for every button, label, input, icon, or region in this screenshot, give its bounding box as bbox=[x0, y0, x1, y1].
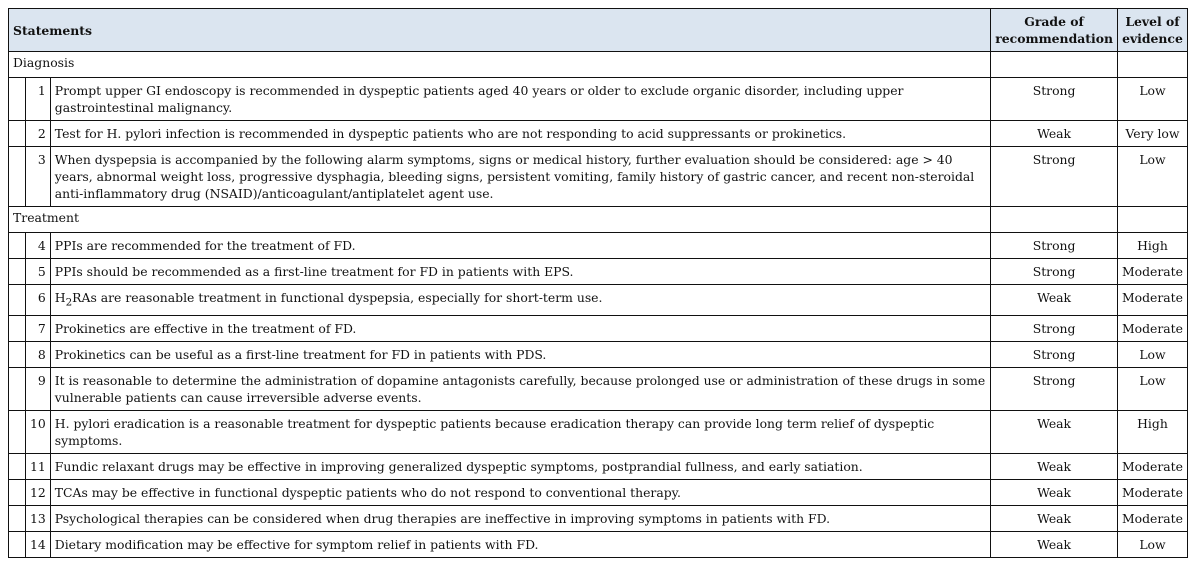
level-value: Moderate bbox=[1117, 506, 1187, 532]
table-row bbox=[9, 411, 1188, 454]
table-row bbox=[9, 78, 1188, 121]
level-value: Moderate bbox=[1117, 480, 1187, 506]
grade-value: Weak bbox=[991, 285, 1118, 316]
statement-text: Dietary modification may be effective for symptom relief in patients with FD. bbox=[50, 532, 990, 558]
table-row bbox=[9, 342, 1188, 368]
grade-value: Strong bbox=[991, 147, 1118, 207]
indent-cell bbox=[9, 285, 26, 316]
header-level: Level of evidence bbox=[1117, 9, 1187, 52]
table-row bbox=[9, 532, 1188, 558]
statement-number: 5 bbox=[26, 259, 51, 285]
statement-text-rest: RAs are reasonable treatment in functional dyspepsia, especially for short-term use. bbox=[72, 290, 603, 305]
section-empty-cell bbox=[991, 52, 1118, 78]
statement-number: 10 bbox=[26, 411, 51, 454]
indent-cell bbox=[9, 233, 26, 259]
indent-cell bbox=[9, 368, 26, 411]
statement-text: Prokinetics can be useful as a first-line treatment for FD in patients with PDS. bbox=[50, 342, 990, 368]
grade-value: Strong bbox=[991, 259, 1118, 285]
level-value: Low bbox=[1117, 78, 1187, 121]
table-row bbox=[9, 480, 1188, 506]
statement-number: 8 bbox=[26, 342, 51, 368]
indent-cell bbox=[9, 454, 26, 480]
grade-value: Weak bbox=[991, 532, 1118, 558]
statement-text: Prokinetics are effective in the treatment of FD. bbox=[50, 316, 990, 342]
statement-number: 3 bbox=[26, 147, 51, 207]
grade-value: Strong bbox=[991, 342, 1118, 368]
grade-value: Weak bbox=[991, 121, 1118, 147]
statement-text: Fundic relaxant drugs may be effective in improving generalized dyspeptic symptoms, postprandial fullness, and early satiation. bbox=[50, 454, 990, 480]
level-value: Moderate bbox=[1117, 285, 1187, 316]
section-title: Treatment bbox=[9, 207, 991, 233]
grade-value: Weak bbox=[991, 454, 1118, 480]
statement-text-subscript: 2 bbox=[65, 296, 73, 309]
statement-text: When dyspepsia is accompanied by the following alarm symptoms, signs or medical history, further evaluation should be considered: age > 40 years, abnormal weight loss, progressive dysphagia, bleeding signs, persistent vomiting, family history of gastric cancer, and recent non-steroidal anti-inflammatory drug (NSAID)/anticoagulant/antiplatelet agent use. bbox=[50, 147, 990, 207]
indent-cell bbox=[9, 532, 26, 558]
statement-number: 6 bbox=[26, 285, 51, 316]
statement-text-prefix: H bbox=[54, 290, 66, 305]
section-title: Diagnosis bbox=[9, 52, 991, 78]
grade-value: Weak bbox=[991, 411, 1118, 454]
section-empty-cell bbox=[1117, 207, 1187, 233]
header-statements: Statements bbox=[9, 9, 991, 52]
statement-number: 14 bbox=[26, 532, 51, 558]
statement-text: It is reasonable to determine the administration of dopamine antagonists carefully, because prolonged use or administration of these drugs in some vulnerable patients can cause irreversible adverse events. bbox=[50, 368, 990, 411]
statement-text: TCAs may be effective in functional dyspeptic patients who do not respond to conventional therapy. bbox=[50, 480, 990, 506]
table-row bbox=[9, 454, 1188, 480]
statement-number: 4 bbox=[26, 233, 51, 259]
level-value: Very low bbox=[1117, 121, 1187, 147]
statement-number: 12 bbox=[26, 480, 51, 506]
header-grade: Grade of recommendation bbox=[991, 9, 1118, 52]
indent-cell bbox=[9, 411, 26, 454]
level-value: Moderate bbox=[1117, 259, 1187, 285]
level-value: Low bbox=[1117, 147, 1187, 207]
statement-text: H. pylori eradication is a reasonable treatment for dyspeptic patients because eradication therapy can provide long term relief of dyspeptic symptoms. bbox=[50, 411, 990, 454]
level-value: Low bbox=[1117, 342, 1187, 368]
indent-cell bbox=[9, 480, 26, 506]
statement-number: 13 bbox=[26, 506, 51, 532]
statement-number: 2 bbox=[26, 121, 51, 147]
table-header-row bbox=[9, 9, 1188, 52]
statement-text: PPIs are recommended for the treatment of FD. bbox=[50, 233, 990, 259]
section-row-treatment bbox=[9, 207, 1188, 233]
section-row-diagnosis bbox=[9, 52, 1188, 78]
section-empty-cell bbox=[991, 207, 1118, 233]
statement-number: 9 bbox=[26, 368, 51, 411]
section-empty-cell bbox=[1117, 52, 1187, 78]
level-value: Moderate bbox=[1117, 454, 1187, 480]
indent-cell bbox=[9, 316, 26, 342]
indent-cell bbox=[9, 147, 26, 207]
statement-text bbox=[50, 285, 990, 316]
statement-number: 1 bbox=[26, 78, 51, 121]
grade-value: Weak bbox=[991, 480, 1118, 506]
table-row bbox=[9, 316, 1188, 342]
indent-cell bbox=[9, 121, 26, 147]
recommendations-table bbox=[8, 8, 1188, 558]
indent-cell bbox=[9, 78, 26, 121]
table-row bbox=[9, 368, 1188, 411]
grade-value: Strong bbox=[991, 233, 1118, 259]
level-value: High bbox=[1117, 411, 1187, 454]
table-row bbox=[9, 259, 1188, 285]
indent-cell bbox=[9, 259, 26, 285]
table-row bbox=[9, 285, 1188, 316]
indent-cell bbox=[9, 342, 26, 368]
table-row bbox=[9, 121, 1188, 147]
grade-value: Strong bbox=[991, 78, 1118, 121]
statement-text: Psychological therapies can be considered when drug therapies are ineffective in improving symptoms in patients with FD. bbox=[50, 506, 990, 532]
level-value: Low bbox=[1117, 368, 1187, 411]
table-row bbox=[9, 506, 1188, 532]
table-row bbox=[9, 147, 1188, 207]
statement-number: 11 bbox=[26, 454, 51, 480]
statement-number: 7 bbox=[26, 316, 51, 342]
statement-text: PPIs should be recommended as a first-line treatment for FD in patients with EPS. bbox=[50, 259, 990, 285]
grade-value: Strong bbox=[991, 368, 1118, 411]
level-value: Moderate bbox=[1117, 316, 1187, 342]
statement-text: Prompt upper GI endoscopy is recommended in dyspeptic patients aged 40 years or older to exclude organic disorder, including upper gastrointestinal malignancy. bbox=[50, 78, 990, 121]
level-value: High bbox=[1117, 233, 1187, 259]
level-value: Low bbox=[1117, 532, 1187, 558]
indent-cell bbox=[9, 506, 26, 532]
table-row bbox=[9, 233, 1188, 259]
grade-value: Weak bbox=[991, 506, 1118, 532]
statement-text: Test for H. pylori infection is recommended in dyspeptic patients who are not responding to acid suppressants or prokinetics. bbox=[50, 121, 990, 147]
grade-value: Strong bbox=[991, 316, 1118, 342]
